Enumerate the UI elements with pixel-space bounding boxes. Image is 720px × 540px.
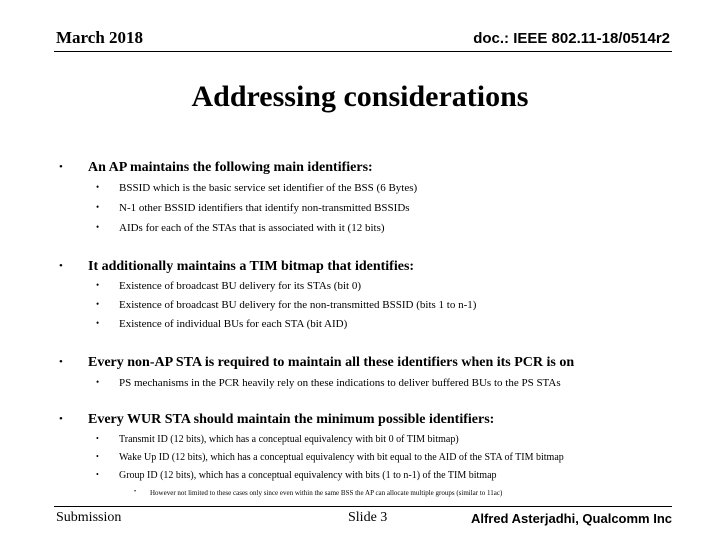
bullet-icon: •: [96, 299, 100, 309]
bullet-icon: •: [96, 470, 99, 479]
bullet-icon: •: [59, 413, 63, 425]
header-date: March 2018: [56, 28, 144, 47]
footer-author: Alfred Asterjadhi, Qualcomm Inc: [470, 511, 672, 526]
section-heading-text: An AP maintains the following main identifiers:: [88, 160, 373, 175]
slide-title: Addressing considerations: [191, 80, 529, 113]
list-item-text: Existence of individual BUs for each STA (bit AID): [119, 318, 348, 330]
list-item-text: Existence of broadcast BU delivery for its STAs (bit 0): [119, 280, 361, 292]
list-item-text: N-1 other BSSID identifiers that identify non-transmitted BSSIDs: [119, 202, 410, 214]
bullet-icon: •: [96, 280, 100, 290]
section-heading-text: Every WUR STA should maintain the minimum possible identifiers:: [88, 412, 495, 427]
bullet-icon: •: [134, 489, 137, 495]
section-heading-text: Every non-AP STA is required to maintain all these identifiers when its PCR is on: [88, 355, 575, 370]
list-item-text: AIDs for each of the STAs that is associated with it (12 bits): [119, 222, 385, 234]
bullet-icon: •: [96, 202, 100, 212]
footer-submission: Submission: [56, 510, 122, 525]
bullet-icon: •: [96, 434, 99, 443]
bullet-icon: •: [96, 318, 100, 328]
list-item-text: Wake Up ID (12 bits), which has a conceptual equivalency with bit equal to the AID of the STA of TIM bitmap: [119, 452, 564, 463]
list-item-text: Transmit ID (12 bits), which has a conceptual equivalency with bit 0 of TIM bitmap): [119, 434, 459, 445]
slide-number: Slide 3: [348, 510, 388, 525]
list-item-text: PS mechanisms in the PCR heavily rely on these indications to deliver buffered BUs to the PS STAs: [119, 377, 561, 389]
list-item-text: Group ID (12 bits), which has a conceptual equivalency with bits (1 to n-1) of the TIM bitmap: [119, 470, 497, 481]
bullet-icon: •: [59, 161, 63, 173]
bullet-icon: •: [59, 356, 63, 368]
list-item-text: BSSID which is the basic service set identifier of the BSS (6 Bytes): [119, 182, 418, 194]
sub-note-text: However not limited to these cases only since even within the same BSS the AP can allocate multiple groups (similar to 11ac): [150, 489, 503, 497]
bullet-icon: •: [96, 377, 100, 387]
bullet-icon: •: [96, 222, 100, 232]
bullet-icon: •: [96, 182, 100, 192]
footer-divider: [54, 506, 672, 507]
document-id: doc.: IEEE 802.11-18/0514r2: [473, 30, 670, 47]
bullet-icon: •: [59, 260, 63, 272]
list-item-text: Existence of broadcast BU delivery for the non-transmitted BSSID (bits 1 to n-1): [119, 299, 477, 311]
header-divider: [54, 51, 672, 52]
section-heading-text: It additionally maintains a TIM bitmap that identifies:: [88, 259, 415, 274]
bullet-icon: •: [96, 452, 99, 461]
